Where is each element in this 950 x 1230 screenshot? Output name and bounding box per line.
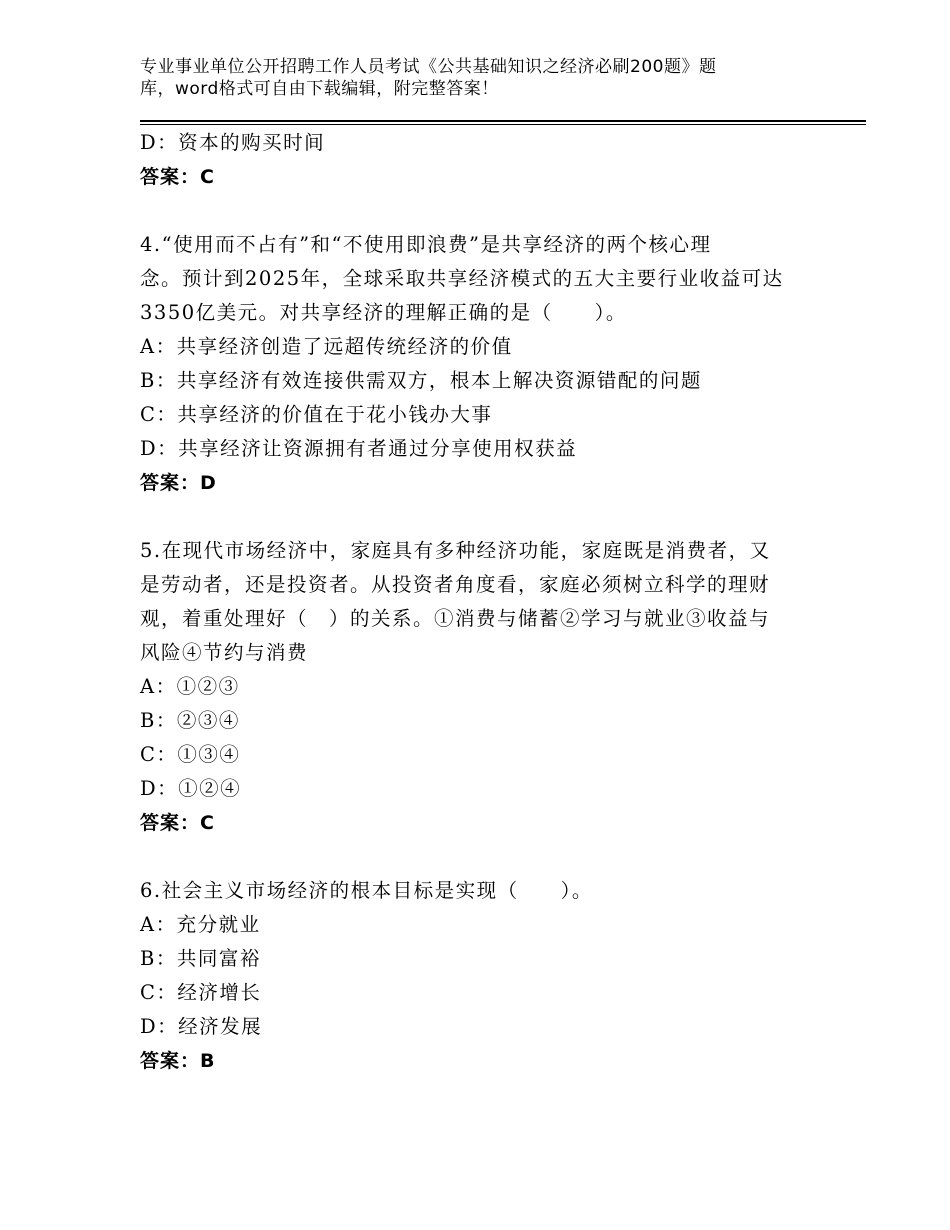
spacer bbox=[140, 840, 810, 874]
question-stem-line: 观，着重处理好（ ）的关系。①消费与储蓄②学习与就业③收益与 bbox=[140, 607, 771, 630]
question-6 bbox=[140, 874, 810, 1078]
option-a: A：①②③ bbox=[140, 675, 240, 698]
option-c: C：经济增长 bbox=[140, 981, 262, 1004]
header-divider-thin bbox=[140, 124, 866, 125]
option-d: D：经济发展 bbox=[140, 1015, 263, 1038]
option-c: C：共享经济的价值在于花小钱办大事 bbox=[140, 403, 493, 426]
option-a: A：充分就业 bbox=[140, 913, 261, 936]
option-d: D：①②④ bbox=[140, 777, 242, 800]
option-d: D：共享经济让资源拥有者通过分享使用权获益 bbox=[140, 437, 578, 460]
option-b: B：共享经济有效连接供需双方，根本上解决资源错配的问题 bbox=[140, 369, 702, 392]
question-stem-line: 6.社会主义市场经济的根本目标是实现（ ）。 bbox=[140, 879, 593, 902]
question-5 bbox=[140, 534, 810, 840]
answer-label: 答案：D bbox=[140, 472, 217, 494]
header-title-line-2: 库，word格式可自由下载编辑，附完整答案！ bbox=[140, 79, 499, 99]
answer-label: 答案：C bbox=[140, 812, 215, 834]
answer-label: 答案：B bbox=[140, 1050, 216, 1072]
question-stem-line: 风险④节约与消费 bbox=[140, 641, 309, 664]
header-title-line-1: 专业事业单位公开招聘工作人员考试《公共基础知识之经济必刷200题》题 bbox=[140, 57, 717, 77]
option-c: C：①③④ bbox=[140, 743, 241, 766]
answer-label: 答案：C bbox=[140, 166, 215, 188]
question-4 bbox=[140, 228, 810, 500]
option-a: A：共享经济创造了远超传统经济的价值 bbox=[140, 335, 513, 358]
question-list bbox=[140, 126, 810, 1078]
spacer bbox=[140, 194, 810, 228]
header-divider bbox=[140, 120, 866, 122]
option-d: D：资本的购买时间 bbox=[140, 131, 326, 154]
question-stem-line: 3350亿美元。对共享经济的理解正确的是（ ）。 bbox=[140, 301, 627, 324]
option-b: B：共同富裕 bbox=[140, 947, 261, 970]
page-header bbox=[140, 56, 820, 100]
option-b: B：②③④ bbox=[140, 709, 240, 732]
question-stem-line: 5.在现代市场经济中，家庭具有多种经济功能，家庭既是消费者，又 bbox=[140, 539, 771, 562]
spacer bbox=[140, 500, 810, 534]
question-stem-line: 4.“使用而不占有”和“不使用即浪费”是共享经济的两个核心理 bbox=[140, 233, 712, 256]
question-stem-line: 是劳动者，还是投资者。从投资者角度看，家庭必须树立科学的理财 bbox=[140, 573, 771, 596]
question-stem-line: 念。预计到2025年，全球采取共享经济模式的五大主要行业收益可达 bbox=[140, 267, 784, 290]
question-3-tail bbox=[140, 126, 810, 194]
